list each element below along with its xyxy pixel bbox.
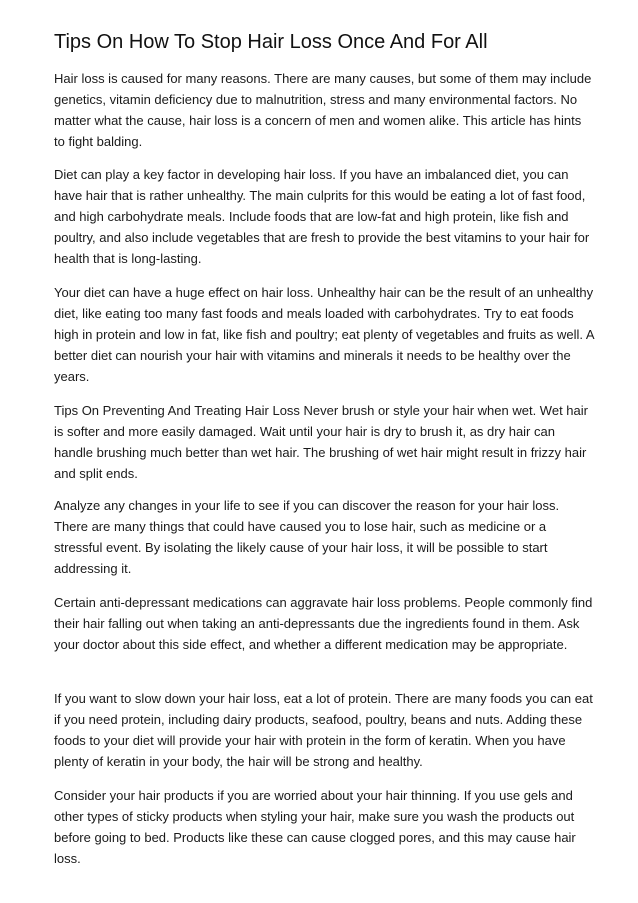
paragraph-protein: If you want to slow down your hair loss, eat a lot of protein. There are many foods you can eat if you need protein, including dairy products, seafood, poultry, beans and nuts. Adding these foods to your diet will provide your hair with protein in the form of keratin. When you have plenty of keratin in your body, the hair will be strong and healthy. — [54, 691, 593, 769]
paragraph-anti-depressants: Certain anti-depressant medications can aggravate hair loss problems. People commonly find their hair falling out when taking an anti-depressants due the ingredients found in them. Ask your doctor about this side effect, and whether a different medication may be appropriate. — [54, 595, 593, 652]
paragraph-diet-effect: Your diet can have a huge effect on hair loss. Unhealthy hair can be the result of an unhealthy diet, like eating too many fast foods and meals loaded with carbohydrates. Try to eat foods high in protein and low in fat, like fish and poultry; eat plenty of vegetables and fruits as well. A better diet can nourish your hair with vitamins and minerals it needs to be healthy over the years. — [54, 285, 594, 384]
paragraph-hair-products: Consider your hair products if you are worried about your hair thinning. If you use gels and other types of sticky products when styling your hair, make sure you wash the products out before going to bed. Products like these can cause clogged pores, and this may cause hair loss. — [54, 788, 576, 866]
paragraph-diet-factor: Diet can play a key factor in developing hair loss. If you have an imbalanced diet, you can have hair that is rather unhealthy. The main culprits for this would be eating a lot of fast food, and high carbohydrate meals. Include foods that are low-fat and high protein, like fish and poultry, and also include vegetables that are fresh to provide the best vitamins to your hair for health that is long-lasting. — [54, 167, 590, 266]
paragraph-analyze-changes: Analyze any changes in your life to see if you can discover the reason for your hair loss. There are many things that could have caused you to lose hair, such as medicine or a stressful event. By isolating the likely cause of your hair loss, it will be possible to start addressing it. — [54, 498, 560, 576]
page-title: Tips On How To Stop Hair Loss Once And For All — [54, 31, 488, 53]
paragraph-wet-hair: Tips On Preventing And Treating Hair Loss Never brush or style your hair when wet. Wet hair is softer and more easily damaged. Wait until your hair is dry to brush it, as dry hair can handle brushing much better than wet hair. The brushing of wet hair might result in frizzy hair and split ends. — [54, 403, 588, 481]
paragraph-intro: Hair loss is caused for many reasons. There are many causes, but some of them may include genetics, vitamin deficiency due to malnutrition, stress and many environmental factors. No matter what the cause, hair loss is a concern of men and women alike. This article has hints to fight balding. — [54, 71, 592, 149]
